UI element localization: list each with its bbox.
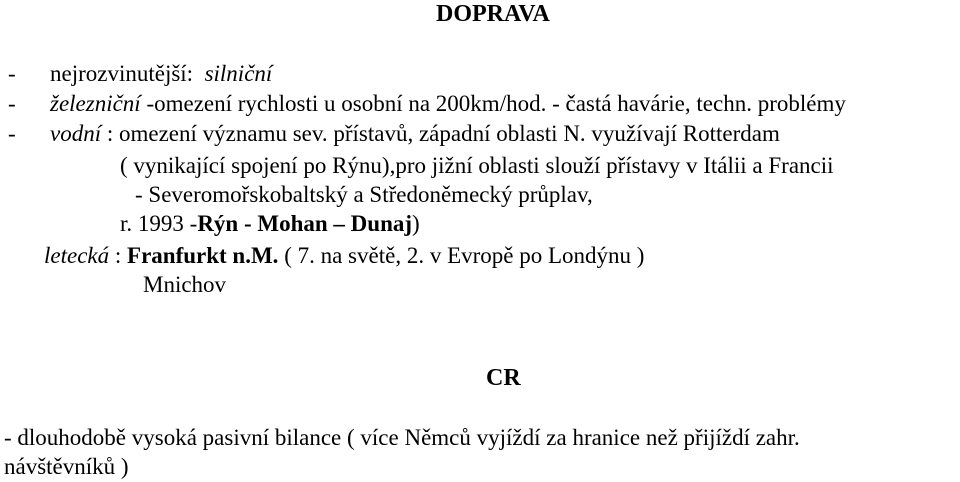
item-label: vodní xyxy=(50,121,102,146)
water-continuation-1: ( vynikající spojení po Rýnu),pro jižní oblasti slouží přístavy v Itálii a Francii xyxy=(120,153,834,178)
airport-rank: ( 7. na světě, 2. v Evropě po Londýnu ) xyxy=(278,243,645,268)
list-item-water xyxy=(8,120,780,148)
canal-name: Rýn - Mohan – Dunaj xyxy=(197,211,413,236)
munich-text: Mnichov xyxy=(143,272,227,297)
air-label: letecká xyxy=(44,243,110,268)
heading-cr: CR xyxy=(486,365,521,391)
item-value: silniční xyxy=(204,61,273,86)
item-label: nejrozvinutější: xyxy=(50,61,194,86)
bullet-dash: - xyxy=(8,91,16,116)
cr-line-2: návštěvníků ) xyxy=(4,454,129,479)
air-sep: : xyxy=(109,243,128,268)
list-item-rail xyxy=(8,90,846,118)
bullet-dash: - xyxy=(8,121,16,146)
item-label: železniční xyxy=(50,91,141,116)
water-continuation-2: - Severomořskobaltský a Středoněmecký průplav, xyxy=(135,182,593,207)
list-item-road xyxy=(8,60,272,88)
cr-line-1: - dlouhodobě vysoká pasivní bilance ( více Němců vyjíždí za hranice než přijíždí zahr. xyxy=(4,425,800,450)
bullet-dash: - xyxy=(8,61,16,86)
item-value: : omezení významu sev. přístavů, západní oblasti N. využívají Rotterdam xyxy=(106,121,780,146)
year-text: r. 1993 - xyxy=(120,211,198,236)
water-continuation-3 xyxy=(120,210,420,238)
air-line xyxy=(44,242,644,270)
item-value: -omezení rychlosti u osobní na 200km/hod. - častá havárie, techn. problémy xyxy=(146,91,846,116)
airport-name: Franfurkt n.M. xyxy=(127,243,279,268)
closing-paren: ) xyxy=(412,211,420,236)
heading-doprava: DOPRAVA xyxy=(436,1,550,27)
